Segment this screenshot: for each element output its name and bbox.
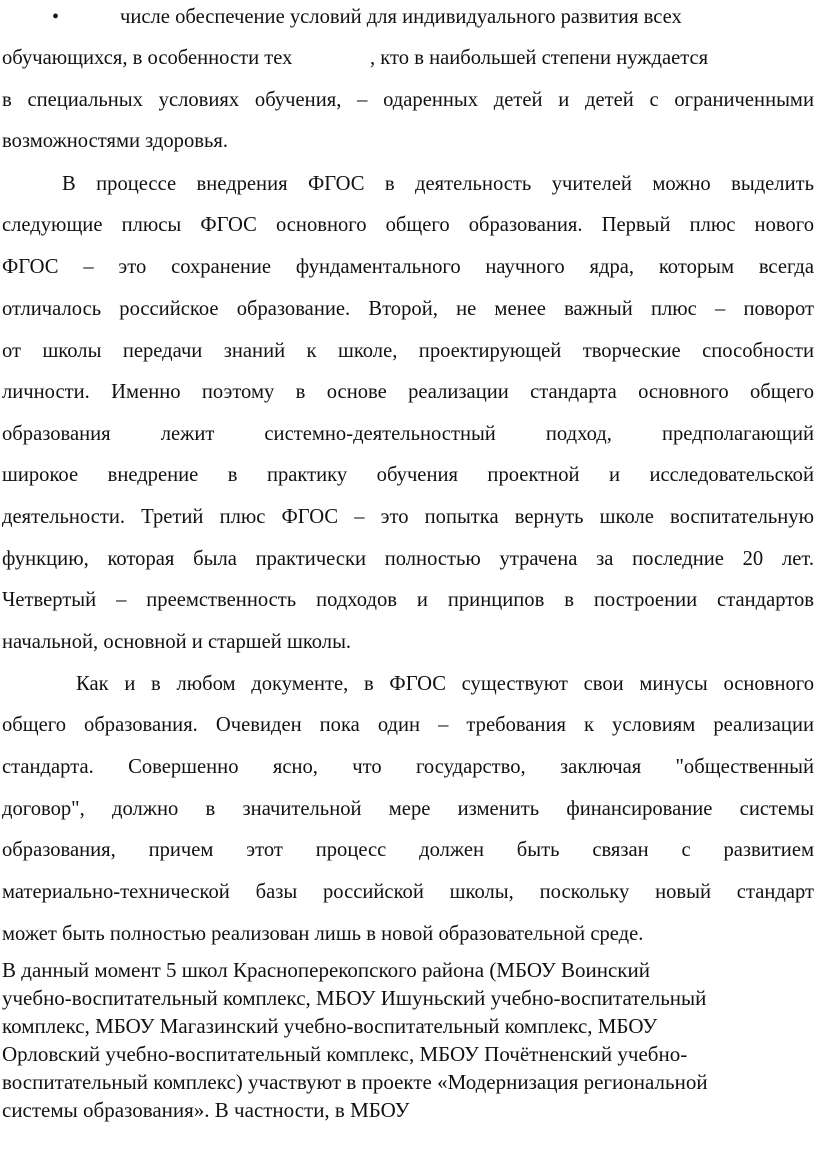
text-line: отличалось российское образование. Второй, не менее важный плюс – поворот <box>2 298 814 320</box>
text-line: В данный момент 5 школ Красноперекопского района (МБОУ Воинский <box>2 958 650 982</box>
text-line: системы образования». В частности, в МБОУ <box>2 1098 410 1122</box>
text-line: в специальных условиях обучения, – одаренных детей и детей с ограниченными <box>2 89 814 111</box>
text-line: личности. Именно поэтому в основе реализации стандарта основного общего <box>2 381 814 403</box>
text-line: начальной, основной и старшей школы. <box>2 631 352 653</box>
text-line: от школы передачи знаний к школе, проектирующей творческие способности <box>2 340 814 362</box>
text-line: общего образования. Очевиден пока один – требования к условиям реализации <box>2 714 814 736</box>
text-line: Четвертый – преемственность подходов и принципов в построении стандартов <box>2 589 814 611</box>
text-line: учебно-воспитательный комплекс, МБОУ Ишуньский учебно-воспитательный <box>2 986 707 1010</box>
text-line: ФГОС – это сохранение фундаментального научного ядра, которым всегда <box>2 256 814 278</box>
text-line: функцию, которая была практически полностью утрачена за последние 20 лет. <box>2 548 814 570</box>
text-line: образования лежит системно-деятельностный подход, предполагающий <box>2 423 814 445</box>
text-line: обучающихся, в особенности тех <box>2 47 293 69</box>
text-line: Орловский учебно-воспитательный комплекс, МБОУ Почётненский учебно- <box>2 1042 688 1066</box>
text-line: воспитательный комплекс) участвуют в проекте «Модернизация региональной <box>2 1070 708 1094</box>
text-line: следующие плюсы ФГОС основного общего образования. Первый плюс нового <box>2 214 814 236</box>
text-line: материально-технической базы российской школы, поскольку новый стандарт <box>2 881 814 903</box>
text-line: образования, причем этот процесс должен быть связан с развитием <box>2 839 814 861</box>
text-line: деятельности. Третий плюс ФГОС – это попытка вернуть школе воспитательную <box>2 506 814 528</box>
text-line: возможностями здоровья. <box>2 130 229 152</box>
text-line: может быть полностью реализован лишь в новой образовательной среде. <box>2 923 644 945</box>
bullet-icon: • <box>52 6 60 28</box>
text-line: комплекс, МБОУ Магазинский учебно-воспитательный комплекс, МБОУ <box>2 1014 658 1038</box>
text-line: , кто в наибольшей степени нуждается <box>370 47 709 69</box>
text-line: стандарта. Совершенно ясно, что государство, заключая "общественный <box>2 756 814 778</box>
text-line: Как и в любом документе, в ФГОС существуют свои минусы основного <box>76 673 814 695</box>
text-line: договор", должно в значительной мере изменить финансирование системы <box>2 798 814 820</box>
text-line: числе обеспечение условий для индивидуального развития всех <box>120 6 682 28</box>
text-line: В процессе внедрения ФГОС в деятельность учителей можно выделить <box>62 173 814 195</box>
text-line: широкое внедрение в практику обучения проектной и исследовательской <box>2 464 814 486</box>
